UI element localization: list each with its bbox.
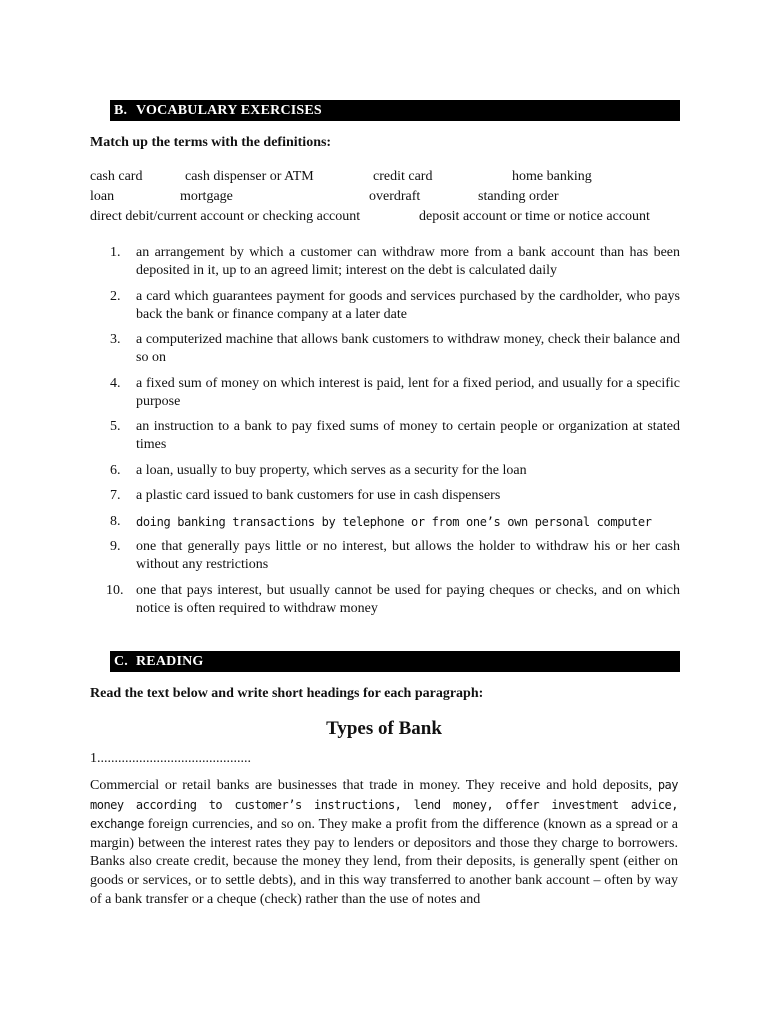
definition-item [90, 487, 680, 505]
section-title: READING [136, 654, 204, 669]
term: credit card [373, 169, 433, 184]
definition-text: a plastic card issued to bank customers for use in cash dispensers [136, 488, 501, 503]
section-header-reading [110, 651, 680, 672]
term: direct debit/current account or checking account [90, 209, 361, 224]
definition-item [90, 538, 680, 574]
term: deposit account or time or notice account [419, 209, 650, 224]
definition-item [90, 288, 680, 324]
definition-text: a card which guarantees payment for goods and services purchased by the cardholder, who pays back the bank or finance company at a later date [136, 288, 680, 322]
definition-item [90, 582, 680, 618]
term: cash card [90, 169, 143, 184]
definition-number: 6. [110, 462, 121, 478]
term: overdraft [369, 189, 421, 204]
definition-text: an instruction to a bank to pay fixed sums of money to certain people or organization at stated times [136, 419, 680, 452]
definition-text: one that generally pays little or no interest, but allows the holder to withdraw his or her cash without any restrictions [136, 539, 680, 572]
term: cash dispenser or ATM [185, 169, 314, 184]
paragraph-text: foreign currencies, and so on. They make a profit from the difference (known as a spread or a margin) between the interest rates they pay to lenders or depositors and those they charge to borrowers. Banks also create credit, because the money they lend, from their deposits, is generally spent (either on goods or services, or to settle debts), and in this way transferred to another bank account – often by way of a bank transfer or a cheque (check) rather than the use of notes and [90, 817, 678, 907]
section-title: VOCABULARY EXERCISES [136, 103, 322, 118]
definition-text: a loan, usually to buy property, which serves as a security for the loan [136, 462, 527, 478]
definition-number: 8. [110, 513, 121, 529]
definition-text: an arrangement by which a customer can withdraw more from a bank account than has been deposited in it, up to an agreed limit; interest on the debt is calculated daily [136, 245, 680, 278]
definition-number: 2. [110, 288, 121, 304]
term: home banking [512, 169, 592, 184]
paragraph-text: pay money according to customer’s instructions, lend money, offer investment advice, exchange [90, 778, 678, 832]
term: mortgage [180, 189, 233, 204]
definition-number: 9. [110, 539, 121, 554]
terms-row-1 [90, 169, 680, 189]
definition-text: one that pays interest, but usually cannot be used for paying cheques or checks, and on which notice is often required to withdraw money [136, 582, 680, 616]
definition-number: 5. [110, 419, 121, 434]
definition-item [90, 244, 680, 280]
heading-blank: 1............................................ [90, 751, 251, 766]
definition-text: doing banking transactions by telephone or from one’s own personal computer [136, 514, 652, 529]
section-header-vocabulary [110, 100, 680, 121]
term: standing order [478, 189, 559, 204]
definition-item [90, 418, 680, 454]
definitions-list [90, 244, 680, 625]
definition-item [90, 513, 680, 531]
definition-item [90, 331, 680, 367]
reading-instruction: Read the text below and write short headings for each paragraph: [90, 686, 484, 701]
term: loan [90, 189, 115, 204]
definition-number: 10. [106, 582, 124, 598]
terms-row-2 [90, 189, 680, 209]
definition-text: a computerized machine that allows bank customers to withdraw money, check their balance and so on [136, 332, 680, 365]
section-number: B. [114, 103, 128, 118]
definition-number: 1. [110, 245, 121, 260]
reading-title: Types of Bank [326, 718, 442, 739]
definition-number: 7. [110, 488, 121, 503]
paragraph-text: Commercial or retail banks are businesses that trade in money. They receive and hold deposits, [90, 778, 658, 793]
definition-item [90, 462, 680, 480]
definition-number: 4. [110, 375, 121, 391]
definition-text: a fixed sum of money on which interest is paid, lent for a fixed period, and usually for a specific purpose [136, 375, 680, 409]
terms-row-3 [90, 209, 680, 229]
vocabulary-instruction: Match up the terms with the definitions: [90, 135, 332, 150]
definition-item [90, 375, 680, 411]
reading-paragraph [90, 776, 678, 909]
section-number: C. [114, 654, 129, 669]
definition-number: 3. [110, 332, 121, 347]
